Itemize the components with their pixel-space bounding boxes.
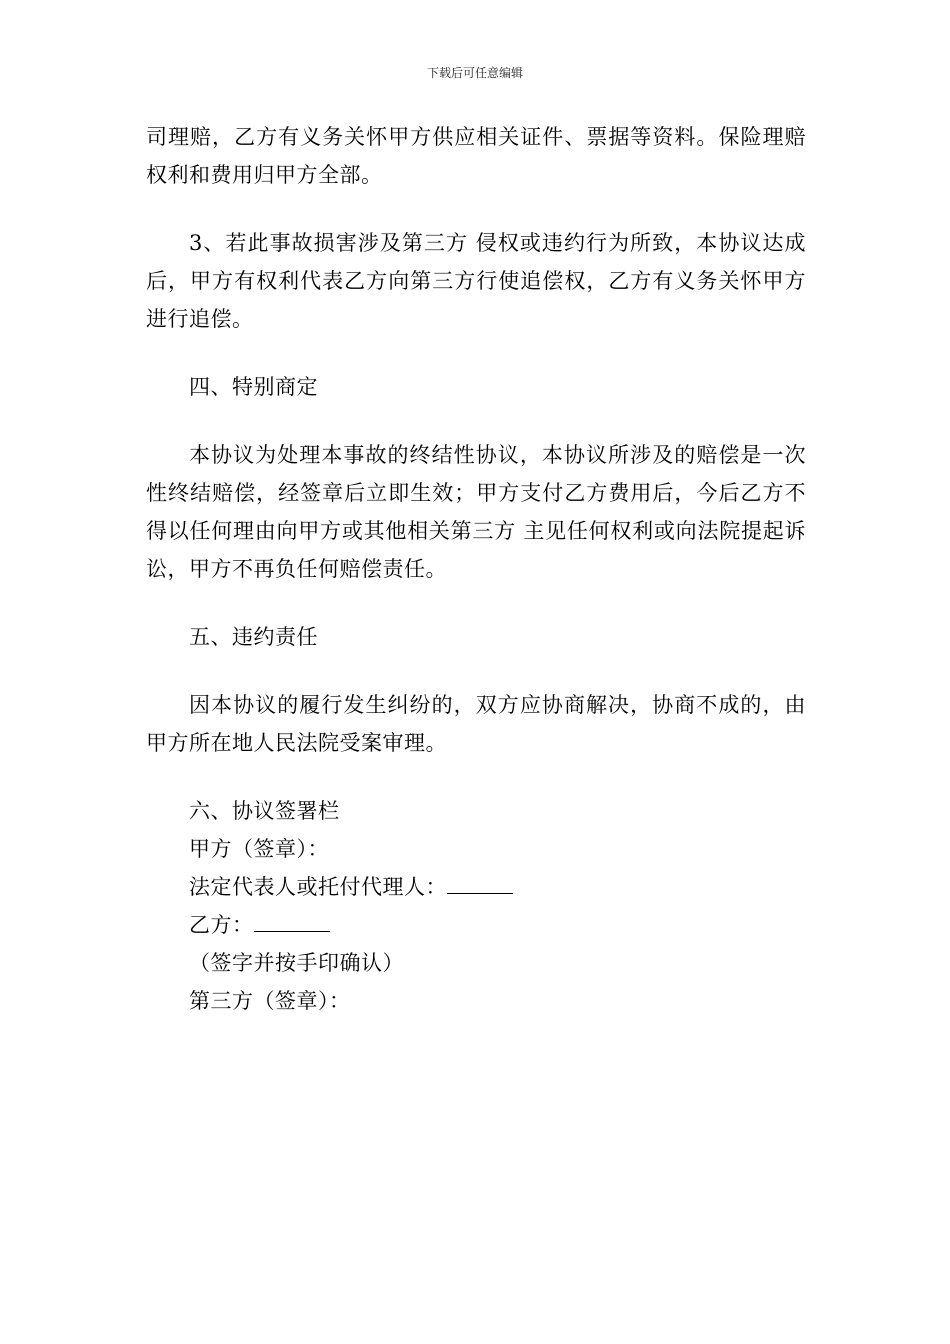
party-b-blank-line [254, 911, 330, 932]
section-heading-special-terms: 四、特别商定 [189, 375, 318, 399]
signature-confirm-note: （签字并按手印确认） [189, 951, 404, 975]
section-heading-breach-liability: 五、违约责任 [189, 625, 318, 649]
page-header: 下载后可任意编辑 [426, 66, 523, 80]
paragraph-dispute-resolution: 因本协议的履行发生纠纷的，双方应协商解决，协商不成的，由甲方所在地人民法院受案审理。 [146, 693, 806, 755]
signature-party-a: 甲方（签章）： [189, 837, 329, 861]
legal-rep-label: 法定代表人或托付代理人： [189, 875, 447, 899]
legal-rep-blank-line [447, 873, 513, 894]
paragraph-final-agreement: 本协议为处理本事故的终结性协议，本协议所涉及的赔偿是一次性终结赔偿，经签章后立即生效；甲方支付乙方费用后，今后乙方不得以任何理由向甲方或其他相关第三方 主见任何权利或向法院提起诉讼，甲方不再负任何赔偿责任。 [146, 443, 806, 581]
document-body [146, 118, 806, 1020]
signature-legal-representative [146, 868, 806, 906]
paragraph-third-party-recourse: 3、若此事故损害涉及第三方 侵权或违约行为所致，本协议达成后，甲方有权利代表乙方向第三方行使追偿权，乙方有义务关怀甲方进行追偿。 [146, 231, 806, 331]
paragraph-insurance-claims: 司理赔，乙方有义务关怀甲方供应相关证件、票据等资料。保险理赔权利和费用归甲方全部。 [146, 125, 806, 187]
section-heading-signature: 六、协议签署栏 [189, 799, 340, 823]
party-b-label: 乙方： [189, 913, 254, 937]
signature-party-b [146, 906, 806, 944]
signature-third-party: 第三方（签章）： [189, 989, 351, 1013]
